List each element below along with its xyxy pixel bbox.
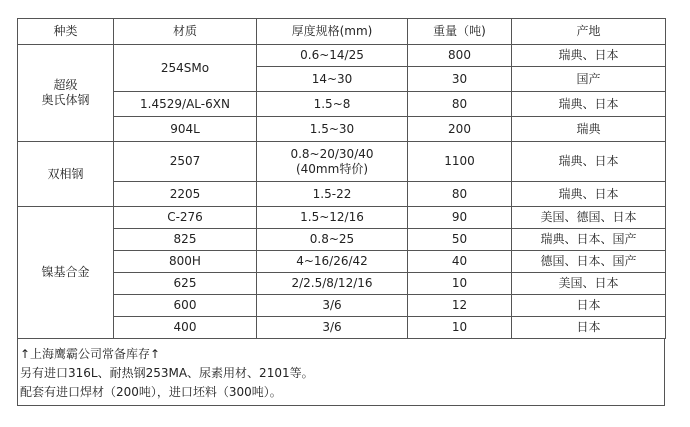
- material-cell: 2507: [114, 142, 257, 182]
- inventory-document: [17, 18, 665, 406]
- thickness-cell: 3/6: [257, 317, 408, 339]
- table-row: [18, 229, 666, 251]
- notes-box: [17, 339, 665, 406]
- thickness-cell: 2/2.5/8/12/16: [257, 273, 408, 295]
- table-row: [18, 142, 666, 182]
- material-cell: 254SMo: [114, 45, 257, 92]
- material-cell: 600: [114, 295, 257, 317]
- weight-cell: 200: [408, 117, 512, 142]
- header-row: [18, 19, 666, 45]
- material-cell: C-276: [114, 207, 257, 229]
- table-row: [18, 92, 666, 117]
- category-cell: [18, 45, 114, 142]
- material-cell: 625: [114, 273, 257, 295]
- origin-cell: 日本: [512, 295, 666, 317]
- table-row: [18, 251, 666, 273]
- thickness-cell: 3/6: [257, 295, 408, 317]
- header-origin: 产地: [512, 19, 666, 45]
- table-row: [18, 295, 666, 317]
- thickness-cell: 4~16/26/42: [257, 251, 408, 273]
- origin-cell: 美国、德国、日本: [512, 207, 666, 229]
- table-row: [18, 117, 666, 142]
- origin-cell: 瑞典、日本: [512, 92, 666, 117]
- material-cell: 904L: [114, 117, 257, 142]
- thickness-cell: 1.5~30: [257, 117, 408, 142]
- table-row: [18, 273, 666, 295]
- header-thickness: 厚度规格(mm): [257, 19, 408, 45]
- weight-cell: 10: [408, 317, 512, 339]
- thickness-cell: 1.5~8: [257, 92, 408, 117]
- weight-cell: 80: [408, 182, 512, 207]
- inventory-table: [17, 18, 666, 339]
- material-cell: 800H: [114, 251, 257, 273]
- category-label-line: 超级: [53, 78, 78, 92]
- thickness-cell: 0.8~25: [257, 229, 408, 251]
- thickness-cell: 0.6~14/25: [257, 45, 408, 67]
- weight-cell: 80: [408, 92, 512, 117]
- header-category: 种类: [18, 19, 114, 45]
- material-cell: 400: [114, 317, 257, 339]
- header-material: 材质: [114, 19, 257, 45]
- material-cell: 825: [114, 229, 257, 251]
- weight-cell: 10: [408, 273, 512, 295]
- thickness-line: (40mm特价): [295, 161, 368, 176]
- thickness-cell: 1.5~12/16: [257, 207, 408, 229]
- material-cell: 2205: [114, 182, 257, 207]
- weight-cell: 1100: [408, 142, 512, 182]
- weight-cell: 12: [408, 295, 512, 317]
- origin-cell: 日本: [512, 317, 666, 339]
- thickness-cell: 14~30: [257, 67, 408, 92]
- origin-cell: 瑞典、日本、国产: [512, 229, 666, 251]
- origin-cell: 美国、日本: [512, 273, 666, 295]
- header-weight: 重量（吨): [408, 19, 512, 45]
- table-row: [18, 317, 666, 339]
- note-line: 另有进口316L、耐热钢253MA、尿素用材、2101等。: [20, 366, 314, 380]
- thickness-cell: 1.5-22: [257, 182, 408, 207]
- weight-cell: 50: [408, 229, 512, 251]
- note-line: 配套有进口焊材（200吨），进口坯料（300吨）。: [20, 385, 282, 399]
- category-label-line: 奥氏体钢: [41, 93, 90, 107]
- category-cell: 镍基合金: [18, 207, 114, 339]
- origin-cell: 瑞典、日本: [512, 142, 666, 182]
- material-cell: 1.4529/AL-6XN: [114, 92, 257, 117]
- table-row: [18, 182, 666, 207]
- note-line: ↑上海鹰霸公司常备库存↑: [20, 347, 161, 361]
- weight-cell: 800: [408, 45, 512, 67]
- table-row: [18, 45, 666, 67]
- origin-cell: 瑞典、日本: [512, 182, 666, 207]
- weight-cell: 30: [408, 67, 512, 92]
- category-cell: 双相钢: [18, 142, 114, 207]
- weight-cell: 90: [408, 207, 512, 229]
- origin-cell: 国产: [512, 67, 666, 92]
- thickness-cell: [257, 142, 408, 182]
- weight-cell: 40: [408, 251, 512, 273]
- thickness-line: 0.8~20/30/40: [290, 146, 374, 161]
- origin-cell: 瑞典、日本: [512, 45, 666, 67]
- table-row: [18, 207, 666, 229]
- origin-cell: 瑞典: [512, 117, 666, 142]
- origin-cell: 德国、日本、国产: [512, 251, 666, 273]
